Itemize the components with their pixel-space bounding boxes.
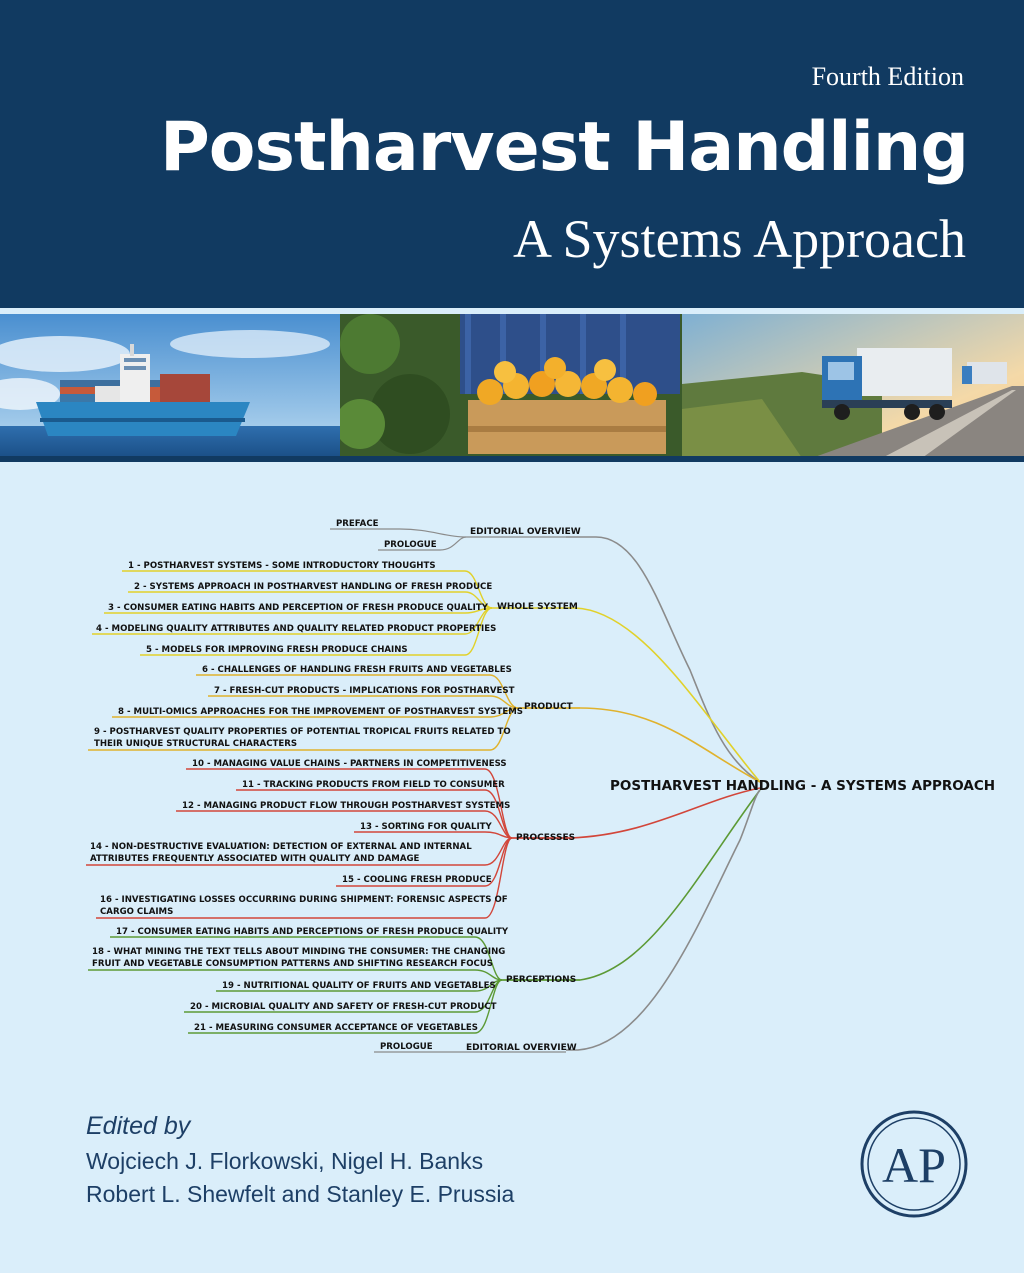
chapter-6: 6 - CHALLENGES OF HANDLING FRESH FRUITS AND VEGETABLES (202, 665, 512, 675)
chapter-12: 12 - MANAGING PRODUCT FLOW THROUGH POSTHARVEST SYSTEMS (182, 801, 511, 811)
chapter-2: 2 - SYSTEMS APPROACH IN POSTHARVEST HANDLING OF FRESH PRODUCE (134, 582, 493, 592)
prologue-label: PROLOGUE (384, 540, 437, 550)
editors-block (86, 1112, 514, 1211)
processes-label: PROCESSES (516, 833, 576, 843)
chapter-10: 10 - MANAGING VALUE CHAINS - PARTNERS IN COMPETITIVENESS (192, 759, 507, 769)
edited-by-label: Edited by (86, 1112, 191, 1140)
editorial-overview-bottom-label: EDITORIAL OVERVIEW (466, 1043, 577, 1053)
editors-line-1: Wojciech J. Florkowski, Nigel H. Banks (86, 1148, 484, 1174)
chapter-20: 20 - MICROBIAL QUALITY AND SAFETY OF FRESH-CUT PRODUCT (190, 1002, 497, 1012)
chapter-16-line1: 16 - INVESTIGATING LOSSES OCCURRING DURING SHIPMENT: FORENSIC ASPECTS OF (100, 895, 508, 905)
prologue-bottom-label: PROLOGUE (380, 1042, 433, 1052)
photo-strip-border (0, 456, 1024, 462)
chapter-3: 3 - CONSUMER EATING HABITS AND PERCEPTION OF FRESH PRODUCE QUALITY (108, 603, 488, 613)
chapter-13: 13 - SORTING FOR QUALITY (360, 822, 492, 832)
whole-system-label: WHOLE SYSTEM (497, 602, 578, 612)
product-label: PRODUCT (524, 702, 573, 712)
ap-publisher-logo (858, 1108, 970, 1220)
chapter-8: 8 - MULTI-OMICS APPROACHES FOR THE IMPROVEMENT OF POSTHARVEST SYSTEMS (118, 707, 523, 717)
chapter-18-line2: FRUIT AND VEGETABLE CONSUMPTION PATTERNS AND SHIFTING RESEARCH FOCUS (92, 959, 493, 969)
book-title: Postharvest Handling (159, 108, 968, 187)
preface-label: PREFACE (336, 519, 379, 529)
chapter-21: 21 - MEASURING CONSUMER ACCEPTANCE OF VEGETABLES (194, 1023, 478, 1033)
edition-label: Fourth Edition (811, 62, 964, 91)
chapter-17: 17 - CONSUMER EATING HABITS AND PERCEPTIONS OF FRESH PRODUCE QUALITY (116, 927, 509, 937)
container-ship-photo (0, 314, 340, 458)
orange-crate-photo (340, 314, 682, 458)
photo-strip (0, 308, 1024, 458)
chapter-16-line2: CARGO CLAIMS (100, 907, 174, 917)
chapter-7: 7 - FRESH-CUT PRODUCTS - IMPLICATIONS FOR POSTHARVEST (214, 686, 515, 696)
header-banner (0, 0, 1024, 308)
chapter-9-line2: THEIR UNIQUE STRUCTURAL CHARACTERS (94, 739, 298, 749)
book-subtitle: A Systems Approach (513, 209, 966, 269)
perceptions-label: PERCEPTIONS (506, 975, 577, 985)
editors-line-2: Robert L. Shewfelt and Stanley E. Prussia (86, 1181, 515, 1207)
chapter-9-line1: 9 - POSTHARVEST QUALITY PROPERTIES OF POTENTIAL TROPICAL FRUITS RELATED TO (94, 727, 511, 737)
chapter-19: 19 - NUTRITIONAL QUALITY OF FRUITS AND VEGETABLES (222, 981, 496, 991)
chapter-18-line1: 18 - WHAT MINING THE TEXT TELLS ABOUT MINDING THE CONSUMER: THE CHANGING (92, 947, 506, 957)
chapter-mind-map (0, 470, 1024, 1070)
chapter-14-line1: 14 - NON-DESTRUCTIVE EVALUATION: DETECTION OF EXTERNAL AND INTERNAL (90, 842, 472, 852)
chapter-5: 5 - MODELS FOR IMPROVING FRESH PRODUCE CHAINS (146, 645, 408, 655)
chapter-4: 4 - MODELING QUALITY ATTRIBUTES AND QUALITY RELATED PRODUCT PROPERTIES (96, 624, 497, 634)
chapter-1: 1 - POSTHARVEST SYSTEMS - SOME INTRODUCTORY THOUGHTS (128, 561, 436, 571)
truck-highway-photo (682, 314, 1024, 458)
editorial-overview-top-label: EDITORIAL OVERVIEW (470, 527, 581, 537)
chapter-14-line2: ATTRIBUTES FREQUENTLY ASSOCIATED WITH QUALITY AND DAMAGE (90, 854, 420, 864)
ap-logo-text: AP (882, 1137, 946, 1193)
chapter-11: 11 - TRACKING PRODUCTS FROM FIELD TO CONSUMER (242, 780, 505, 790)
chapter-15: 15 - COOLING FRESH PRODUCE (342, 875, 492, 885)
mind-map-center-label: POSTHARVEST HANDLING - A SYSTEMS APPROACH (610, 778, 996, 794)
